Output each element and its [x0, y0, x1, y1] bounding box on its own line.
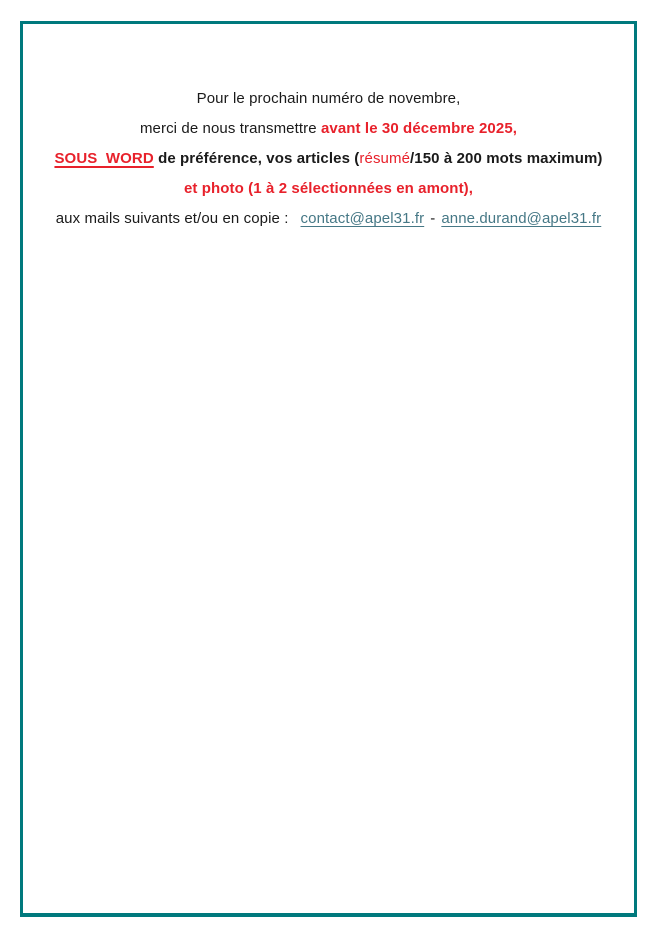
format-end-text: /150 à 200 mots maximum) — [410, 150, 603, 167]
page-content — [23, 24, 634, 234]
format-mid-text: de préférence, vos articles ( — [153, 150, 360, 167]
sous-word-text: SOUS WORD — [54, 150, 154, 167]
format-line — [23, 144, 634, 174]
contact-email-link[interactable]: contact@apel31.fr — [300, 210, 425, 227]
resume-text: résumé — [359, 150, 411, 167]
secondary-email-link[interactable]: anne.durand@apel31.fr — [441, 210, 602, 227]
intro-line — [23, 84, 634, 114]
emails-line — [23, 204, 634, 234]
page-border — [20, 21, 637, 917]
email-separator: - — [430, 210, 436, 227]
intro-text: Pour le prochain numéro de novembre, — [196, 90, 461, 107]
photo-line — [23, 174, 634, 204]
deadline-date-text: avant le 30 décembre 2025, — [320, 120, 518, 137]
emails-prefix-text: aux mails suivants et/ou en copie : — [55, 210, 289, 227]
deadline-line — [23, 114, 634, 144]
deadline-prefix-text: merci de nous transmettre — [139, 120, 321, 137]
photo-text: et photo (1 à 2 sélectionnées en amont), — [183, 180, 474, 197]
